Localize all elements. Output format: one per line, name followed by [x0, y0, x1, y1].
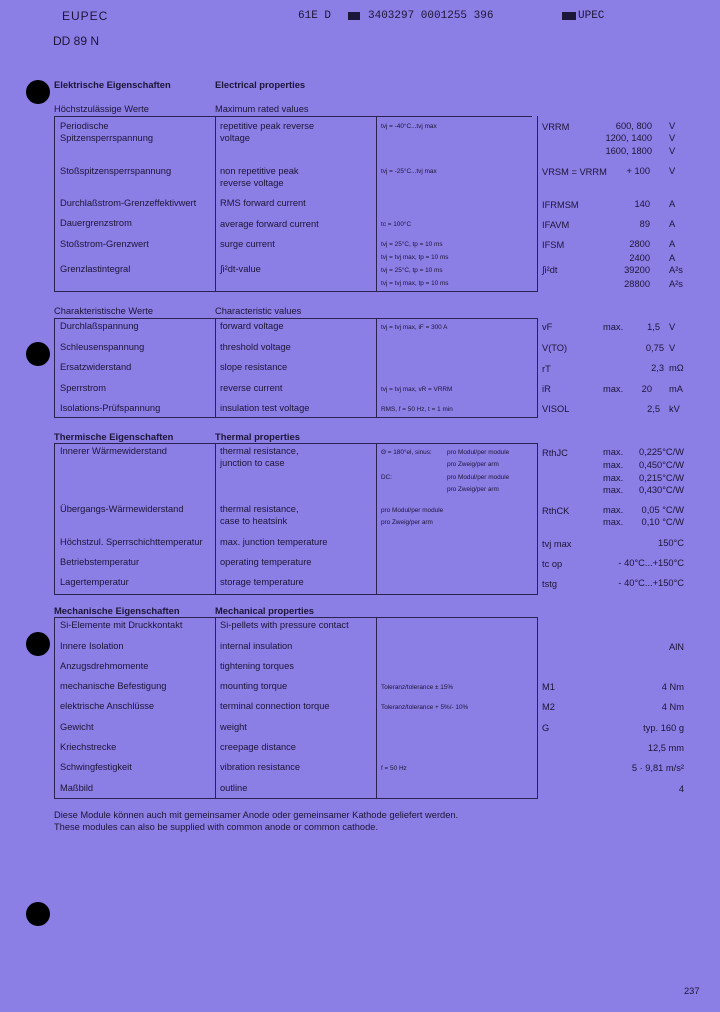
value: 2,3	[651, 363, 664, 373]
barcode-number: 3403297 0001255 396	[368, 10, 494, 22]
symbol: RthJC	[542, 448, 568, 458]
unit: V	[669, 133, 676, 143]
value: 0,10 °C/W	[641, 517, 684, 527]
condition: tvj = 25°C, tp = 10 ms	[381, 267, 443, 274]
condition: Θ = 180°el, sinus:	[381, 449, 432, 456]
param-de: Spitzensperrspannung	[60, 133, 154, 143]
param-de: Durchlaßspannung	[60, 321, 139, 331]
page-number: 237	[684, 986, 700, 996]
value: 1,5	[647, 322, 660, 332]
value: AlN	[669, 642, 684, 652]
param-en: slope resistance	[220, 362, 288, 372]
param-en: case to heatsink	[220, 516, 288, 526]
table-border	[54, 116, 532, 117]
table-border	[54, 291, 538, 292]
section-title-en: Mechanical properties	[215, 605, 314, 616]
symbol: RthCK	[542, 506, 570, 516]
condition: tvj = 25°C, tp = 10 ms	[381, 241, 443, 248]
condition: tvj = tvj max, tp = 10 ms	[381, 254, 449, 261]
table-border	[54, 417, 538, 418]
param-en: internal insulation	[220, 641, 293, 651]
qualifier: max.	[603, 460, 624, 470]
qualifier: max.	[603, 384, 624, 394]
section-title-en: Thermal properties	[215, 431, 300, 442]
condition: pro Modul/per module	[381, 507, 444, 514]
param-de: Lagertemperatur	[60, 577, 129, 587]
symbol: M2	[542, 702, 555, 712]
table-border	[537, 116, 538, 291]
table-border	[376, 318, 377, 417]
param-de: Kriechstrecke	[60, 742, 117, 752]
param-en: reverse current	[220, 383, 283, 393]
param-en: reverse voltage	[220, 178, 284, 188]
table-border	[376, 443, 377, 594]
symbol: VRRM	[542, 122, 570, 132]
param-de: Si-Elemente mit Druckkontakt	[60, 620, 183, 630]
table-border	[215, 617, 216, 798]
qualifier: max.	[603, 473, 624, 483]
value: + 100	[626, 166, 650, 176]
qualifier: max.	[603, 505, 624, 515]
value: 0,225°C/W	[638, 447, 684, 457]
value: - 40°C...+150°C	[618, 578, 684, 588]
param-de: Periodische	[60, 121, 109, 131]
value: 39200	[624, 265, 650, 275]
param-de: Schwingfestigkeit	[60, 762, 132, 772]
unit: mA	[669, 384, 683, 394]
table-border	[54, 116, 55, 291]
qualifier: max.	[603, 447, 624, 457]
symbol: iR	[542, 384, 551, 394]
param-en: operating temperature	[220, 557, 312, 567]
param-de: Anzugsdrehmomente	[60, 661, 149, 671]
value: 4 Nm	[661, 702, 684, 712]
unit: A	[669, 239, 676, 249]
table-border	[54, 798, 538, 799]
param-de: elektrische Anschlüsse	[60, 701, 155, 711]
table-border	[537, 443, 538, 594]
value: 28800	[624, 279, 650, 289]
value: 2,5	[647, 404, 660, 414]
param-en: forward voltage	[220, 321, 284, 331]
unit: A	[669, 253, 676, 263]
value: typ. 160 g	[643, 723, 684, 733]
value: 4 Nm	[661, 682, 684, 692]
unit: V	[669, 146, 676, 156]
param-de: Stoßspitzensperrspannung	[60, 166, 172, 176]
param-de: Schleusenspannung	[60, 342, 145, 352]
table-border	[54, 318, 538, 319]
param-en: RMS forward current	[220, 198, 306, 208]
subsection-title-de: Charakteristische Werte	[54, 306, 154, 316]
param-de: Ersatzwiderstand	[60, 362, 132, 372]
param-en: threshold voltage	[220, 342, 291, 352]
table-border	[376, 116, 377, 291]
table-border	[215, 116, 216, 291]
param-en: surge current	[220, 239, 275, 249]
barcode-mark	[348, 12, 360, 20]
footnote-en: These modules can also be supplied with common anode or common cathode.	[54, 822, 379, 832]
param-en: junction to case	[220, 458, 285, 468]
section-title-de: Mechanische Eigenschaften	[54, 605, 180, 616]
param-en: tightening torques	[220, 661, 294, 671]
table-border	[537, 318, 538, 417]
table-border	[54, 443, 538, 444]
param-de: Innere Isolation	[60, 641, 124, 651]
value: 4	[678, 784, 684, 794]
condition: pro Zweig/per arm	[447, 461, 499, 468]
section-title-en: Electrical properties	[215, 79, 306, 90]
section-title-de: Thermische Eigenschaften	[54, 431, 174, 442]
condition: pro Modul/per module	[447, 474, 510, 481]
value: 89	[639, 219, 650, 229]
table-border	[376, 617, 377, 798]
param-de: mechanische Befestigung	[60, 681, 167, 691]
condition: tvj = tvj max, tp = 10 ms	[381, 280, 449, 287]
value: 20	[641, 384, 652, 394]
barcode-mark	[562, 12, 576, 20]
value: 2800	[629, 239, 650, 249]
symbol: tvj max	[542, 539, 572, 549]
param-en: storage temperature	[220, 577, 304, 587]
condition: RMS, f = 50 Hz, t = 1 min	[381, 406, 453, 413]
unit: A²s	[669, 279, 683, 289]
param-en: voltage	[220, 133, 250, 143]
param-de: Höchstzul. Sperrschichttemperatur	[60, 537, 203, 547]
param-en: outline	[220, 783, 248, 793]
unit: V	[669, 343, 676, 353]
symbol: G	[542, 723, 550, 733]
doc-code: 61E D	[298, 10, 332, 22]
condition: tvj = -25°C...tvj max	[381, 168, 437, 175]
param-de: Durchlaßstrom-Grenzeffektivwert	[60, 198, 197, 208]
table-border	[54, 594, 538, 595]
param-en: insulation test voltage	[220, 403, 310, 413]
param-en: thermal resistance,	[220, 504, 299, 514]
param-de: Dauergrenzstrom	[60, 218, 132, 228]
value: 0,430°C/W	[638, 485, 684, 495]
unit: A	[669, 199, 676, 209]
brand-secondary: UPEC	[578, 10, 605, 22]
table-border	[215, 318, 216, 417]
table-border	[54, 443, 55, 594]
condition: tvj = -40°C...tvj max	[381, 123, 437, 130]
param-en: average forward current	[220, 219, 319, 229]
condition: DC:	[381, 474, 393, 481]
qualifier: max.	[603, 517, 624, 527]
symbol: tstg	[542, 579, 557, 589]
unit: mΩ	[669, 363, 684, 373]
param-de: Maßbild	[60, 783, 94, 793]
qualifier: max.	[603, 322, 624, 332]
punch-hole	[26, 632, 50, 656]
condition: tvj = tvj max, vR = VRRM	[381, 386, 453, 393]
subsection-title-de: Höchstzulässige Werte	[54, 104, 149, 114]
value: 0,05 °C/W	[641, 505, 684, 515]
subsection-title-en: Characteristic values	[215, 306, 302, 316]
value: 12,5 mm	[647, 743, 684, 753]
symbol: ∫i²dt	[542, 265, 558, 275]
symbol: IFAVM	[542, 220, 570, 230]
unit: V	[669, 121, 676, 131]
param-de: Sperrstrom	[60, 383, 106, 393]
condition: pro Zweig/per arm	[447, 486, 499, 493]
value: 1200, 1400	[605, 133, 652, 143]
param-en: vibration resistance	[220, 762, 301, 772]
param-de: Isolations-Prüfspannung	[60, 403, 161, 413]
symbol: V(TO)	[542, 343, 568, 353]
subsection-title-en: Maximum rated values	[215, 104, 309, 114]
symbol: VRSM = VRRM	[542, 167, 607, 177]
unit: V	[669, 322, 676, 332]
table-border	[54, 318, 55, 417]
param-de: Betriebstemperatur	[60, 557, 140, 567]
table-border	[215, 443, 216, 594]
condition: tc = 100°C	[381, 221, 412, 228]
unit: A²s	[669, 265, 683, 275]
value: 0,215°C/W	[638, 473, 684, 483]
symbol: IFRMSM	[542, 200, 579, 210]
condition: Toleranz/tolerance ± 15%	[381, 684, 454, 691]
param-de: Gewicht	[60, 722, 94, 732]
condition: pro Modul/per module	[447, 449, 510, 456]
param-en: terminal connection torque	[220, 701, 330, 711]
value: 140	[634, 199, 650, 209]
table-border	[54, 617, 538, 618]
value: 0,450°C/W	[638, 460, 684, 470]
value: 0,75	[645, 343, 664, 353]
param-de: Grenzlastintegral	[60, 264, 131, 274]
value: 5 · 9,81 m/s²	[631, 763, 684, 773]
symbol: tc op	[542, 559, 563, 569]
value: 150°C	[658, 538, 684, 548]
param-de: Übergangs-Wärmewiderstand	[60, 504, 184, 514]
condition: f = 50 Hz	[381, 765, 407, 772]
qualifier: max.	[603, 485, 624, 495]
param-en: ∫i²dt-value	[220, 264, 261, 274]
symbol: VISOL	[542, 404, 570, 414]
param-en: max. junction temperature	[220, 537, 328, 547]
unit: A	[669, 219, 676, 229]
param-en: non repetitive peak	[220, 166, 299, 176]
param-en: weight	[220, 722, 247, 732]
value: - 40°C...+150°C	[618, 558, 684, 568]
param-en: creepage distance	[220, 742, 296, 752]
param-en: Si-pellets with pressure contact	[220, 620, 349, 630]
param-en: mounting torque	[220, 681, 288, 691]
punch-hole	[26, 80, 50, 104]
value: 600, 800	[615, 121, 652, 131]
punch-hole	[26, 342, 50, 366]
symbol: vF	[542, 322, 553, 332]
symbol: M1	[542, 682, 555, 692]
punch-hole	[26, 902, 50, 926]
symbol: IFSM	[542, 240, 565, 250]
unit: kV	[669, 404, 680, 414]
table-border	[537, 617, 538, 798]
param-en: repetitive peak reverse	[220, 121, 315, 131]
param-en: thermal resistance,	[220, 446, 299, 456]
brand-header: EUPEC	[62, 9, 109, 23]
value: 2400	[629, 253, 650, 263]
table-border	[54, 617, 55, 798]
param-de: Innerer Wärmewiderstand	[60, 446, 167, 456]
unit: V	[669, 166, 676, 176]
section-title-de: Elektrische Eigenschaften	[54, 79, 171, 90]
condition: tvj = tvj max, iF = 300 A	[381, 324, 448, 331]
condition: Toleranz/tolerance + 5%/- 10%	[381, 704, 469, 711]
condition: pro Zweig/per arm	[381, 519, 433, 526]
param-de: Stoßstrom-Grenzwert	[60, 239, 149, 249]
symbol: rT	[542, 364, 551, 374]
value: 1600, 1800	[605, 146, 652, 156]
footnote-de: Diese Module können auch mit gemeinsamer Anode oder gemeinsamer Kathode geliefert werden.	[54, 810, 459, 820]
model-title: DD 89 N	[53, 34, 100, 48]
